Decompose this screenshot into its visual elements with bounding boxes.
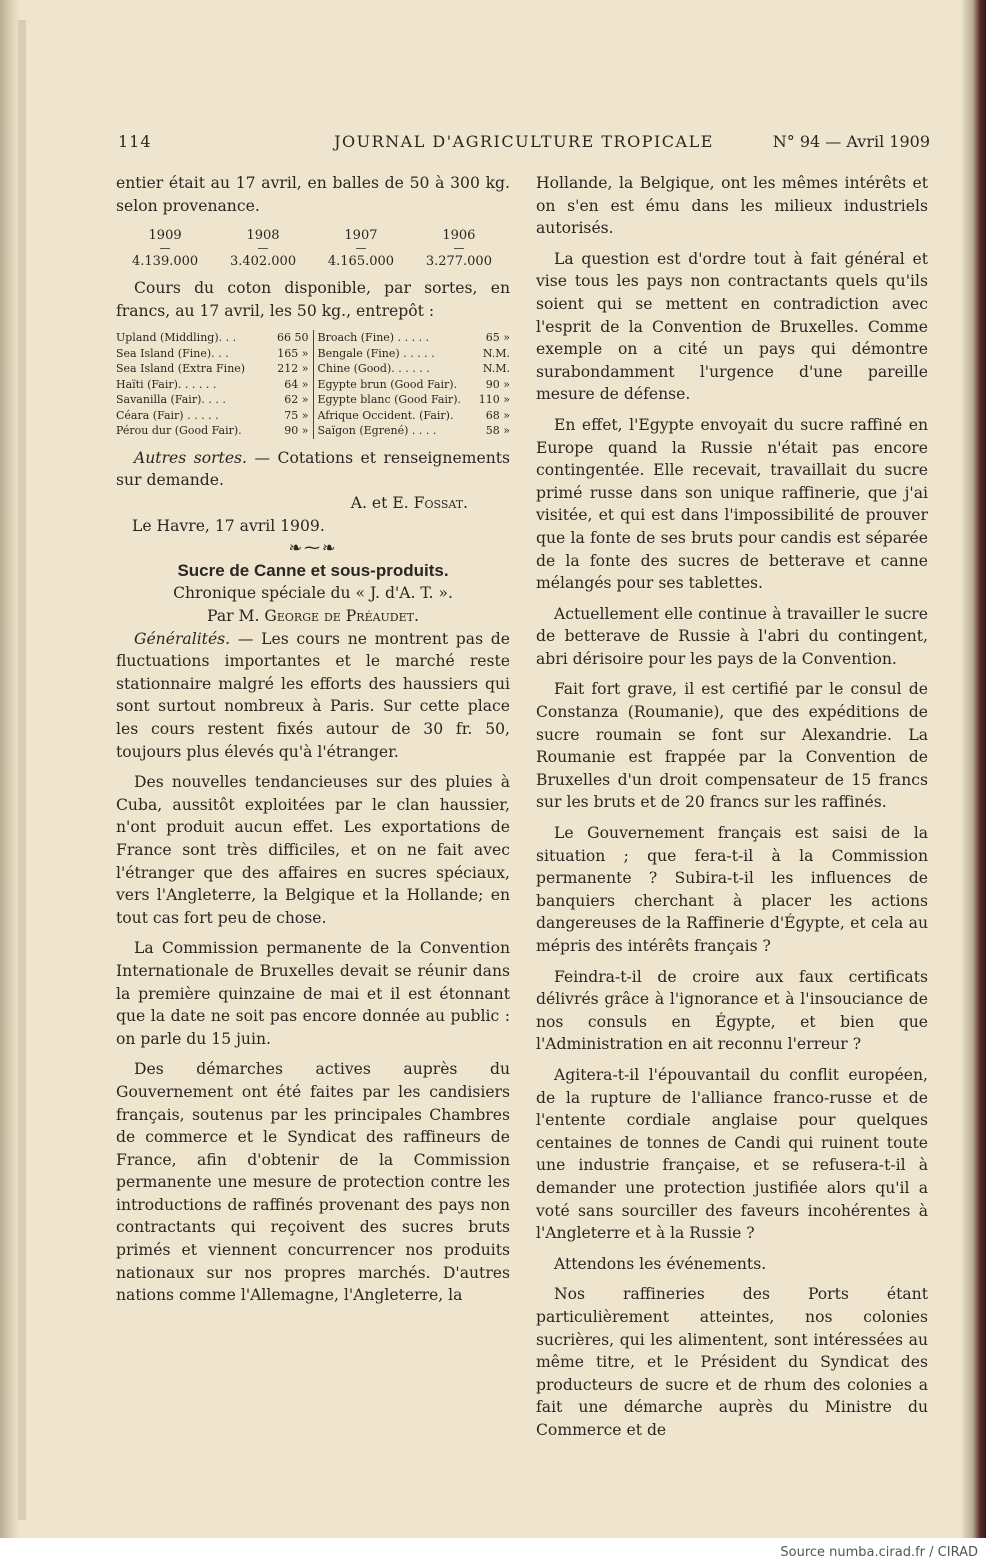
cotton-row: Broach (Fine) . . . . . 65 »	[317, 331, 510, 345]
paragraph: Le Gouvernement français est saisi de la situation ; que fera-t-il à la Commission permanente ? Subira-t-il les influences de banquiers cherchant à placer les actions dangereuses de la Raffinerie d'Égypte, et cela au mépris des intérêts français ?	[536, 824, 928, 955]
cotton-intro: Cours du coton disponible, par sortes, en francs, au 17 avril, les 50 kg., entrepôt :	[116, 279, 510, 320]
cotton-row: Bengale (Fine) . . . . . N.M.	[317, 346, 510, 360]
article-byline: Par M. George de Préaudet.	[207, 607, 419, 626]
page-number: 114	[118, 132, 152, 151]
cotton-row: Chine (Good). . . . . . N.M.	[317, 362, 510, 376]
cotton-row: Sea Island (Extra Fine) 212 »	[116, 362, 309, 376]
signature: A. et E. Fossat.	[350, 494, 468, 513]
issue-label: N° 94 — Avril 1909	[772, 132, 930, 151]
cotton-row: Afrique Occident. (Fair). 68 »	[317, 408, 510, 422]
cotton-row: Haïti (Fair). . . . . . 64 »	[116, 377, 309, 391]
paragraph: Feindra-t-il de croire aux faux certificats délivrés grâce à l'ignorance et à l'insouciance de nos consuls en Égypte, et bien que l'Administration en ait reconnu l'erreur ?	[536, 967, 928, 1054]
paragraph: Hollande, la Belgique, ont les mêmes intérêts et on s'en est ému dans les milieux industriels autorisés.	[536, 174, 928, 238]
year-cell: 1906 3.277.000	[425, 228, 492, 270]
place-date: Le Havre, 17 avril 1909.	[132, 516, 325, 535]
opening-text: entier était au 17 avril, en balles de 50 à 300 kg. selon provenance.	[116, 174, 510, 215]
paragraph: Des démarches actives auprès du Gouvernement ont été faites par les candisiers français, soutenus par les principales Chambres de commerce et le Syndicat des raffineurs de France, afin d'obtenir de la Commission permanente une mesure de protection contre les introductions de raffinés provenant des pays non contractants qui reçoivent des sucres bruts primés et viennent concurrencer nos produits nationaux sur nos propres marchés. D'autres nations comme l'Allemagne, l'Angleterre, la	[116, 1060, 510, 1305]
paragraph: La question est d'ordre tout à fait général et vise tous les pays non contractants quels qu'ils soient qui se mettent en contradiction avec l'esprit de la Convention de Bruxelles. Comme exemple on a cité un pays qui démontre surabondamment l'urgence d'une pareille mesure de défense.	[536, 249, 928, 404]
stock-years-table	[132, 229, 492, 269]
paragraph: En effet, l'Egypte envoyait du sucre raffiné en Europe quand la Russie n'était pas encore contingentée. Elle recevait, travaillait du sucre primé russe dans son unique raffinerie, que j'ai visitée, et qui est dans l'impossibilité de prouver que la fonte de ses bruts pour candis est séparée de la fonte des sucres de betterave et canne mélangés pour ses tablettes.	[536, 415, 928, 593]
article-title: Sucre de Canne et sous-produits.	[177, 560, 449, 580]
paragraph: Attendons les événements.	[554, 1254, 767, 1273]
paragraph: Généralités. — Les cours ne montrent pas de fluctuations importantes et le marché reste stationnaire malgré les efforts des haussiers qui sont surtout nombreux à Paris. Sur cette place les cours restent fixés autour de 30 fr. 50, toujours plus élevés qu'à l'étranger.	[116, 629, 510, 761]
cotton-row: Céara (Fair) . . . . . 75 »	[116, 408, 309, 422]
year-cell: 1907 4.165.000	[327, 228, 395, 270]
paragraph: La Commission permanente de la Convention Internationale de Bruxelles devait se réunir dans la première quinzaine de mai et il est étonnant que la date ne soit pas encore donnée au public : on parle du 15 juin.	[116, 939, 510, 1048]
paragraph: Actuellement elle continue à travailler le sucre de betterave de Russie à l'abri du contingent, abri dérisoire pour les pays de la Convention.	[536, 604, 928, 668]
right-column	[536, 172, 928, 1441]
source-credit: Source numba.cirad.fr / CIRAD	[780, 1545, 978, 1560]
cotton-row: Sea Island (Fine). . . 165 »	[116, 346, 309, 360]
journal-title: JOURNAL D'AGRICULTURE TROPICALE	[334, 132, 714, 151]
page-gutter	[18, 20, 26, 1520]
cotton-row: Upland (Middling). . . 66 50	[116, 331, 309, 345]
other-sorts-paragraph: Autres sortes. — Cotations et renseignements sur demande.	[116, 448, 511, 490]
cotton-column-left	[116, 330, 314, 439]
paragraph: Agitera-t-il l'épouvantail du conflit européen, de la rupture de l'alliance franco-russe et de l'entente cordiale anglaise pour quelques centaines de tonnes de Candi qui ruinent toute une industrie française, et se refusera-t-il à demander une protection justifiée alors qu'il a voté sans sourciller des faveurs incohérentes à l'Angleterre et à la Russie ?	[536, 1065, 928, 1243]
year-cell: 1909 4.139.000	[132, 228, 199, 270]
book-edge	[962, 0, 986, 1538]
paragraph: Fait fort grave, il est certifié par le consul de Constanza (Roumanie), que des expéditions de sucre roumain se font sur Alexandrie. La Roumanie est frappée par la Convention de Bruxelles d'un droit compensateur de 15 francs sur les bruts et de 20 francs sur les raffinés.	[536, 680, 928, 812]
paragraph: Nos raffineries des Ports étant particulièrement atteintes, nos colonies sucrières, qui les alimentent, sont intéressées au même titre, et le Président du Syndicat des producteurs de sucre et de rhum des colonies a fait une démarche auprès du Ministre du Commerce et de	[536, 1285, 928, 1439]
cotton-row: Saïgon (Egrené) . . . . 58 »	[317, 424, 510, 438]
article-subtitle: Chronique spéciale du « J. d'A. T. ».	[173, 584, 453, 603]
cotton-row: Egypte blanc (Good Fair). 110 »	[317, 393, 510, 407]
paragraph: Des nouvelles tendancieuses sur des pluies à Cuba, aussitôt exploitées par le clan haussier, n'ont produit aucun effet. Les exportations de France sont très difficiles, et on ne fait avec l'étranger que des affaires en sucres spéciaux, vers l'Angleterre, la Belgique et la Hollande; en tout cas fort peu de chose.	[116, 773, 510, 927]
binding-shadow	[0, 0, 20, 1538]
cotton-row: Egypte brun (Good Fair). 90 »	[317, 377, 510, 391]
cotton-row: Pérou dur (Good Fair). 90 »	[116, 424, 309, 438]
cotton-price-table	[116, 330, 510, 439]
year-cell: 1908 3.402.000	[229, 228, 297, 270]
cotton-row: Savanilla (Fair). . . . 62 »	[116, 393, 309, 407]
ornament-divider: ❧⁓❧	[288, 538, 338, 558]
running-header	[118, 132, 930, 156]
left-column	[116, 172, 510, 1307]
cotton-column-right	[314, 330, 511, 439]
